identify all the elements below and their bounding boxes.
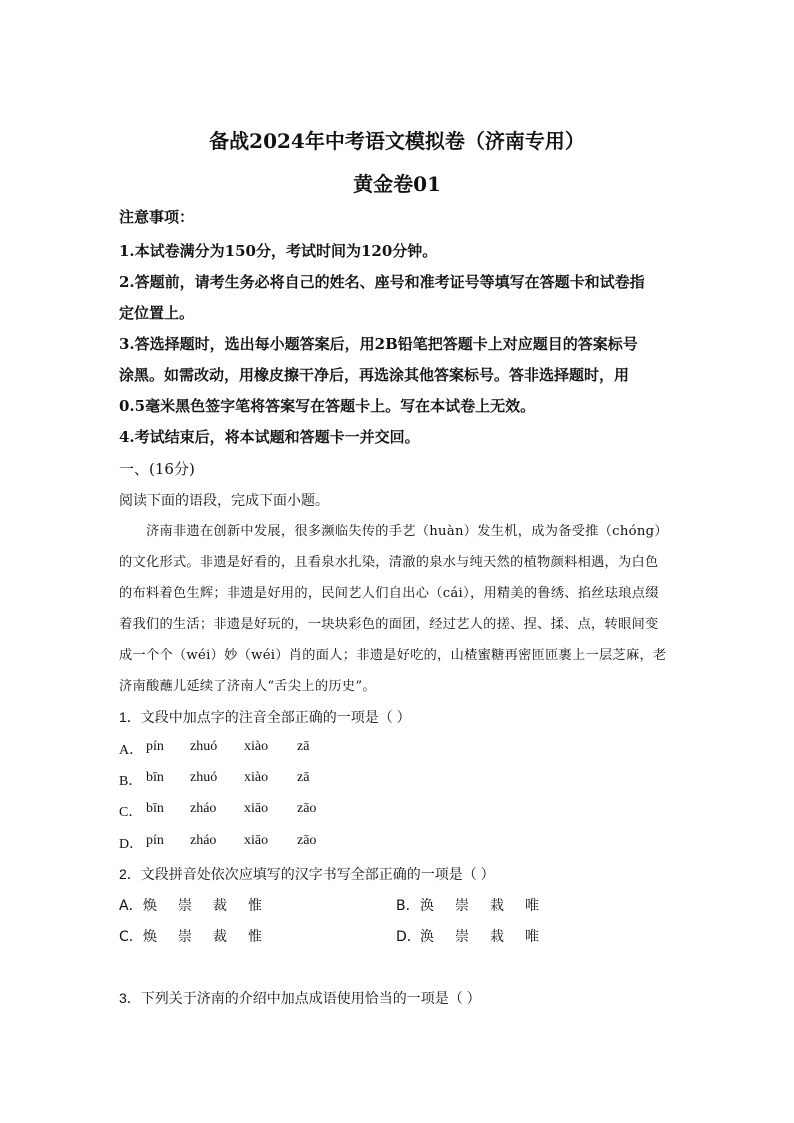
passage-line: 济南非遗在创新中发展，很多濒临失传的手艺（huàn）发生机，成为备受推（chóng） — [146, 524, 668, 539]
option-value: pín — [146, 833, 164, 848]
option-value: 焕 — [143, 929, 157, 945]
option-value: zháo — [190, 833, 217, 848]
option-value: 唯 — [525, 929, 539, 945]
notice-line: 定位置上。 — [119, 304, 195, 322]
option-value: 惟 — [248, 929, 262, 945]
passage-line: 着我们的生活；非遗是好玩的，一块块彩色的面团，经过艺人的搓、捏、揉、点，转眼间变 — [119, 617, 659, 632]
question-1-stem: 1．文段中加点字的注音全部正确的一项是（ ） — [119, 709, 411, 725]
option-value: zā — [297, 739, 310, 754]
option-value: bīn — [146, 770, 164, 785]
option-label: B． — [119, 774, 143, 789]
passage-line: 的布料着色生辉；非遗是好用的，民间艺人们自出心（cái），用精美的鲁绣、掐丝珐琅点缀 — [119, 586, 659, 601]
option-value: 裁 — [213, 898, 227, 914]
option-value: xiāo — [244, 833, 269, 848]
document-title: 备战2024年中考语文模拟卷（济南专用） — [209, 129, 585, 153]
option-value: zāo — [297, 833, 317, 848]
option-label: C． — [119, 805, 143, 820]
option-value: xiāo — [244, 801, 269, 816]
option-value: zhuó — [190, 770, 218, 785]
option-value: 崇 — [455, 898, 469, 914]
option-label: B． — [396, 898, 420, 914]
option-value: zāo — [297, 801, 317, 816]
passage-line: 的文化形式。非遗是好看的，且看泉水扎染，清澈的泉水与纯天然的植物颜料相遇，为白色 — [119, 555, 659, 570]
option-value: xiào — [244, 739, 269, 754]
option-value: 焕 — [143, 898, 157, 914]
question-3-stem: 3．下列关于济南的介绍中加点成语使用恰当的一项是（ ） — [119, 990, 481, 1006]
option-label: C． — [119, 929, 143, 945]
option-value: 栽 — [490, 929, 504, 945]
option-label: D． — [119, 837, 144, 852]
option-value: 崇 — [178, 929, 192, 945]
option-value: 涣 — [420, 898, 434, 914]
option-value: 唯 — [525, 898, 539, 914]
section-instruction: 阅读下面的语段，完成下面小题。 — [119, 492, 329, 508]
section-heading: 一、(16分) — [119, 460, 195, 478]
notice-line: 0.5毫米黑色签字笔将答案写在答题卡上。写在本试卷上无效。 — [119, 397, 536, 415]
option-value: 涣 — [420, 929, 434, 945]
option-value: 惟 — [248, 898, 262, 914]
option-label: A． — [119, 743, 144, 758]
notice-line: 2.答题前，请考生务必将自己的姓名、座号和准考证号等填写在答题卡和试卷指 — [119, 273, 645, 291]
notice-line: 1.本试卷满分为150分，考试时间为120分钟。 — [119, 242, 438, 260]
option-label: D． — [396, 929, 421, 945]
option-value: 栽 — [490, 898, 504, 914]
notice-line: 3.答选择题时，选出每小题答案后，用2B铅笔把答题卡上对应题目的答案标号 — [119, 335, 638, 353]
option-value: xiào — [244, 770, 269, 785]
passage-line: 济南酸蘸儿延续了济南人“舌尖上的历史”。 — [119, 679, 376, 694]
option-value: zháo — [190, 801, 217, 816]
passage-line: 成一个个（wéi）妙（wéi）肖的面人；非遗是好吃的，山楂蜜糖再密匝匝裹上一层芝麻，老 — [119, 648, 667, 663]
notice-line: 4.考试结束后，将本试题和答题卡一并交回。 — [119, 428, 420, 446]
option-value: 崇 — [178, 898, 192, 914]
notice-line: 涂黑。如需改动，用橡皮擦干净后，再选涂其他答案标号。答非选择题时，用 — [119, 366, 630, 384]
notice-heading: 注意事项： — [119, 208, 195, 226]
option-label: A． — [119, 898, 143, 914]
option-value: zā — [297, 770, 310, 785]
option-value: 裁 — [213, 929, 227, 945]
question-2-stem: 2．文段拼音处依次应填写的汉字书写全部正确的一项是（ ） — [119, 866, 495, 882]
option-value: pín — [146, 739, 164, 754]
option-value: 崇 — [455, 929, 469, 945]
option-value: bīn — [146, 801, 164, 816]
option-value: zhuó — [190, 739, 218, 754]
document-subtitle: 黄金卷01 — [353, 172, 441, 196]
